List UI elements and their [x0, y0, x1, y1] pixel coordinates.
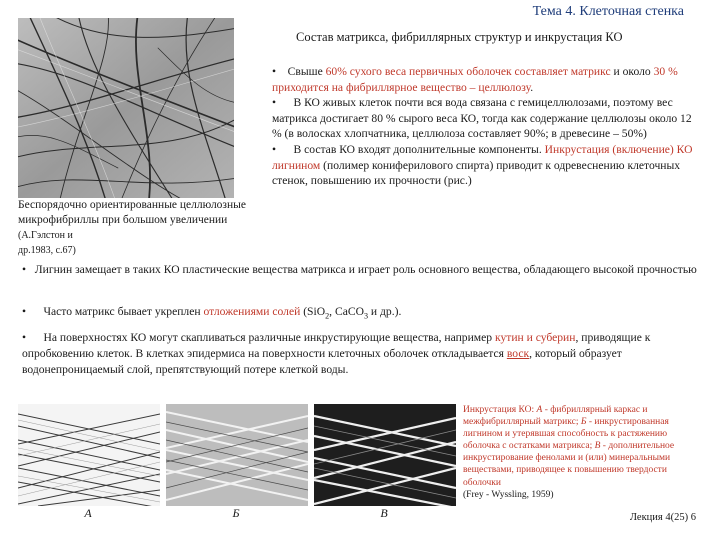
paragraph-salts-text-b: (SiO [300, 305, 326, 318]
bullet-1-text-b: и около [610, 65, 654, 78]
bullet-1-text-c: . [530, 80, 534, 94]
mineralized-wall-image [314, 404, 456, 506]
bullet-list [272, 64, 704, 189]
photo-caption [18, 198, 250, 258]
inc-cap-letter-c: В [594, 441, 601, 452]
figure-strip-a-label: А [84, 506, 92, 520]
paragraph-cutin-highlight-cutin: кутин и суберин [494, 331, 576, 344]
bullet-2-text: В КО живых клеток почти вся вода связана с гемицеллюлозами, поэтому вес матрикса достигает 80 % сырого веса КО, тогда как содержание целлюлозы около 12 % (в волосках хлопчатника, целлюлоза составляет 90%; в древесине – 50%) [272, 96, 692, 141]
photo-caption-ref-b: др.1983, с.67) [18, 245, 76, 256]
paragraph-salts: • Часто матрикс бывает укреплен отложениями солей (SiO$_2$, CaCO$_3$ и др.). [22, 305, 402, 321]
microfibril-image [18, 18, 234, 198]
paragraph-salts-highlight: отложениями солей [203, 305, 301, 318]
paragraph-cutin-highlight-wax: воск [506, 347, 530, 360]
bullet-3-text-b: (полимер кониферилового спирта) приводит к одревеснению клеточных стенок, повышению их прочности (рис.) [272, 158, 681, 188]
paragraph-lignin-text: Лигнин замещает в таких КО пластические вещества матрикса и играет роль основного вещества, обладающего высокой прочностью [34, 263, 697, 276]
lignified-wall-image [166, 404, 308, 506]
bullet-1-highlight-matrix: 60% сухого веса первичных оболочек составляет матрикс [325, 65, 611, 78]
paragraph-lignin: • Лигнин замещает в таких КО пластические вещества матрикса и играет роль основного вещества, обладающего высокой прочностью [22, 263, 697, 276]
bullet-3-text-a: В состав КО входят дополнительные компоненты. [293, 142, 545, 156]
inc-cap-text-g: - дополнительное инкрустирование фенолами и (или) минеральными веществами, приводящее к повышению твердости оболочки [463, 441, 675, 488]
incrustation-caption [463, 404, 695, 501]
figure-strip-b [166, 404, 308, 506]
photo-caption-ref-a: (А.Гэлстон и [18, 230, 73, 241]
bullet-2: • В КО живых клеток почти вся вода связана с гемицеллюлозами, поэтому вес матрикса достигает 80 % сырого веса КО, тогда как содержание целлюлозы около 12 % (в волосках хлопчатника, целлюлоза составляет 90%; в древесине – 50%) [272, 96, 692, 141]
figure-strip-c [314, 404, 456, 506]
paragraph-cutin-text-c: , который образует водонепроницаемый слой, препятствующий потере клеткой воды. [22, 347, 622, 376]
inc-cap-text-e: - инкрустированная лигнином и утерявшая способность к растяжению оболочка с остатками матрикса; [463, 417, 669, 452]
lecture-footer: Лекция 4(25) 6 [629, 512, 696, 523]
incrustation-figures [18, 404, 458, 520]
bullet-1-highlight-cellulose: 30 % приходится на фибриллярное вещество – целлюлозу [272, 65, 678, 94]
paragraph-cutin-text-b: , приводящие к опробковению клеток. В клетках эпидермиса на поверхности клеточных оболочек откладывается [22, 331, 651, 360]
page-title: Тема 4. Клеточная стенка [532, 4, 684, 19]
inc-cap-text-a: Инкрустация КО: [463, 405, 537, 415]
figure-strip-a [18, 404, 160, 506]
paragraph-salts-text-a: Часто матрикс бывает укреплен [43, 305, 204, 318]
paragraph-cutin-text-a: На поверхностях КО могут скапливаться различные инкрустирующие вещества, например [43, 331, 495, 344]
paragraph-salts-text-d: и др.). [368, 305, 402, 318]
photo-caption-text: Беспорядочно ориентированные целлюлозные микрофибриллы при большом увеличении [18, 199, 246, 226]
paragraph-salts-sub-1: 2 [325, 311, 330, 321]
inc-cap-letter-b: Б [580, 417, 587, 428]
microfibril-photo [18, 18, 234, 198]
inc-cap-reference: (Frey - Wyssling, 1959) [463, 489, 554, 500]
paragraph-cutin: • На поверхностях КО могут скапливаться различные инкрустирующие вещества, например кутин и суберин, приводящие к опробковению клеток. В клетках эпидермиса на поверхности клеточных оболочек откладывается воск, который образует водонепроницаемый слой, препятствующий потере клеткой воды. [22, 331, 651, 376]
bullet-1: • Свыше 60% сухого веса первичных оболочек составляет матрикс и около 30 % приходится на фибриллярное вещество – целлюлозу. [272, 65, 678, 94]
inc-cap-letter-a: А [536, 405, 543, 415]
paragraph-salts-text-c: , CaCO [329, 305, 364, 318]
inc-cap-text-c: - фибриллярный каркас и межфибриллярный матрикс; [463, 405, 648, 428]
fibrillar-frame-image [18, 404, 160, 506]
bullet-3-highlight-lignin: Инкрустация (включение) КО лигнином [272, 142, 693, 172]
bullet-1-text-a: Свыше [287, 65, 326, 78]
bullet-3: • В состав КО входят дополнительные компоненты. Инкрустация (включение) КО лигнином (полимер кониферилового спирта) приводит к одревеснению клеточных стенок, повышению их прочности (рис.) [272, 142, 693, 188]
figure-strip-b-label: Б [232, 506, 240, 520]
paragraph-salts-sub-2: 3 [363, 311, 369, 321]
figure-strip-c-label: В [380, 506, 388, 520]
slide-subtitle: Состав матрикса, фибриллярных структур и инкрустация КО [296, 30, 623, 44]
